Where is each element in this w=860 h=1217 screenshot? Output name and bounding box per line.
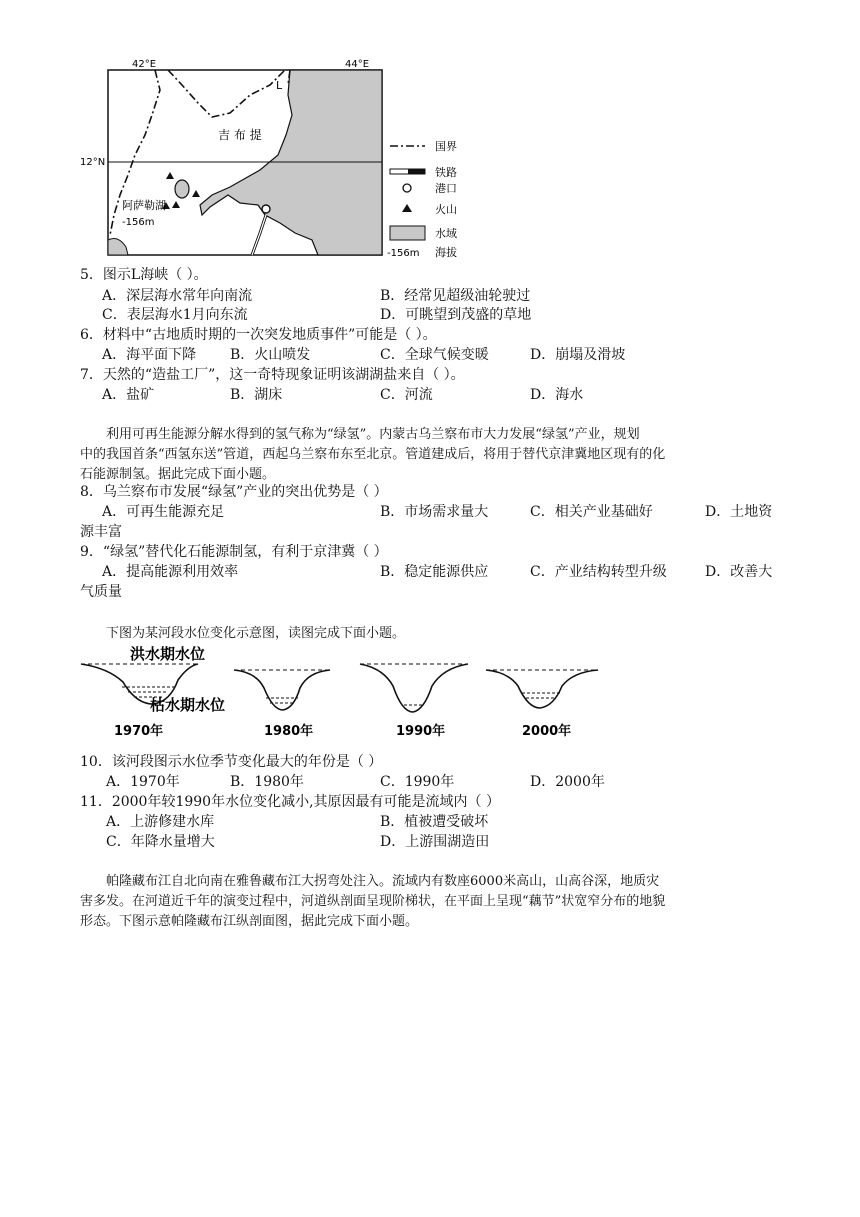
- country-label: 吉 布 提: [218, 128, 262, 142]
- water-icon: [390, 226, 425, 240]
- section-2000: [486, 670, 598, 708]
- map-legend: [387, 140, 457, 259]
- map-figure: [80, 55, 480, 265]
- volcano-icon: [402, 204, 412, 212]
- section-1990: [360, 664, 468, 712]
- question-6-option-a[interactable]: A．海平面下降: [102, 347, 197, 363]
- question-11-stem: 11．2000年较1990年水位变化减小,其原因最有可能是流域内（ ）: [80, 794, 500, 810]
- legend-water-label: 水域: [435, 227, 457, 240]
- lake-shape: [175, 180, 189, 198]
- question-7-option-d[interactable]: D．海水: [530, 387, 584, 403]
- question-8-option-b[interactable]: B．市场需求量大: [380, 504, 489, 520]
- legend-elevation-label: 海拔: [435, 246, 457, 259]
- question-7-option-c[interactable]: C．河流: [380, 387, 433, 403]
- question-11-option-a[interactable]: A．上游修建水库: [106, 814, 215, 830]
- flood-level-label: 洪水期水位: [130, 645, 206, 663]
- question-10-stem: 10．该河段图示水位季节变化最大的年份是（ ）: [80, 754, 383, 770]
- question-8-option-d[interactable]: D．土地资: [705, 504, 773, 520]
- question-10-option-c[interactable]: C．1990年: [380, 774, 455, 790]
- year-label-1990: 1990年: [396, 724, 446, 739]
- question-9-option-c[interactable]: C．产业结构转型升级: [530, 564, 667, 580]
- question-8-stem: 8．乌兰察布市发展“绿氢”产业的突出优势是（ ）: [80, 484, 388, 500]
- question-5-option-d[interactable]: D．可眺望到茂盛的草地: [380, 307, 532, 323]
- question-5-option-c[interactable]: C．表层海水1月向东流: [102, 307, 248, 323]
- river-cross-section-figure: [78, 642, 608, 747]
- question-6-option-c[interactable]: C．全球气候变暖: [380, 347, 489, 363]
- section-1980: [234, 670, 330, 710]
- passage-green-hydrogen-line-1: 利用可再生能源分解水得到的氢气称为“绿氢”。内蒙古乌兰察布市大力发展“绿氢”产业，规划: [106, 427, 640, 442]
- question-8-option-c[interactable]: C．相关产业基础好: [530, 504, 653, 520]
- lon-left-label: 42°E: [132, 59, 157, 70]
- legend-railway-label: 铁路: [435, 166, 457, 179]
- passage-green-hydrogen-line-2: 中的我国首条“西氢东送”管道，西起乌兰察布东至北京。管道建成后，将用于替代京津冀地区现有的化: [80, 447, 666, 462]
- passage-parlung-line-3: 形态。下图示意帕隆藏布江纵剖面图，据此完成下面小题。: [80, 914, 419, 929]
- question-7-option-b[interactable]: B．湖床: [230, 387, 283, 403]
- question-8-option-d-continued: 源丰富: [80, 524, 122, 540]
- year-label-1980: 1980年: [264, 724, 314, 739]
- lat-label: 12°N: [80, 157, 106, 168]
- question-5-option-a[interactable]: A．深层海水常年向南流: [102, 288, 253, 304]
- passage-parlung-line-2: 害多发。在河道近千年的演变过程中，河道纵剖面呈现阶梯状，在平面上呈现“藕节”状宽窄分布的地貌: [80, 894, 666, 909]
- lake-elevation: -156m: [122, 217, 155, 228]
- legend-port-label: 港口: [435, 182, 457, 195]
- question-9-stem: 9．“绿氢”替代化石能源制氢，有利于京津冀（ ）: [80, 544, 388, 560]
- legend-border-label: 国界: [435, 140, 457, 153]
- port-icon: [262, 205, 270, 213]
- question-9-option-d-continued: 气质量: [80, 584, 122, 600]
- lon-right-label: 44°E: [345, 59, 370, 70]
- question-6-stem: 6．材料中“古地质时期的一次突发地质事件”可能是（ ）。: [80, 327, 437, 343]
- question-6-option-b[interactable]: B．火山喷发: [230, 347, 311, 363]
- question-10-option-b[interactable]: B．1980年: [230, 774, 304, 790]
- question-11-option-c[interactable]: C．年降水量增大: [106, 834, 215, 850]
- passage-green-hydrogen-line-3: 石能源制氢。据此完成下面小题。: [80, 467, 276, 482]
- year-label-1970: 1970年: [114, 724, 164, 739]
- question-7-option-a[interactable]: A．盐矿: [102, 387, 155, 403]
- passage-river-intro: 下图为某河段水位变化示意图，读图完成下面小题。: [106, 626, 406, 641]
- railway-icon-fill: [408, 169, 425, 174]
- question-5-stem: 5．图示L海峡（ ）。: [80, 267, 208, 283]
- question-10-option-d[interactable]: D．2000年: [530, 774, 605, 790]
- elevation-icon: -156m: [387, 248, 420, 259]
- question-11-option-d[interactable]: D．上游围湖造田: [380, 834, 490, 850]
- question-6-option-d[interactable]: D．崩塌及滑坡: [530, 347, 626, 363]
- lake-label: 阿萨勒湖: [122, 199, 166, 212]
- question-9-option-d[interactable]: D．改善大: [705, 564, 773, 580]
- question-11-option-b[interactable]: B．植被遭受破坏: [380, 814, 489, 830]
- question-9-option-a[interactable]: A．提高能源利用效率: [102, 564, 239, 580]
- question-10-option-a[interactable]: A．1970年: [106, 774, 180, 790]
- question-7-stem: 7．天然的“造盐工厂”，这一奇特现象证明该湖湖盐来自（ ）。: [80, 367, 465, 383]
- dry-level-label: 枯水期水位: [150, 696, 226, 714]
- question-5-option-b[interactable]: B．经常见超级油轮驶过: [380, 288, 531, 304]
- question-9-option-b[interactable]: B．稳定能源供应: [380, 564, 489, 580]
- question-8-option-a[interactable]: A．可再生能源充足: [102, 504, 225, 520]
- legend-volcano-label: 火山: [435, 203, 457, 216]
- strait-label: L: [276, 79, 283, 92]
- port-icon: [403, 184, 411, 192]
- passage-parlung-line-1: 帕隆藏布江自北向南在雅鲁藏布江大拐弯处注入。流域内有数座6000米高山，山高谷深，地质灾: [106, 874, 660, 889]
- year-label-2000: 2000年: [522, 724, 572, 739]
